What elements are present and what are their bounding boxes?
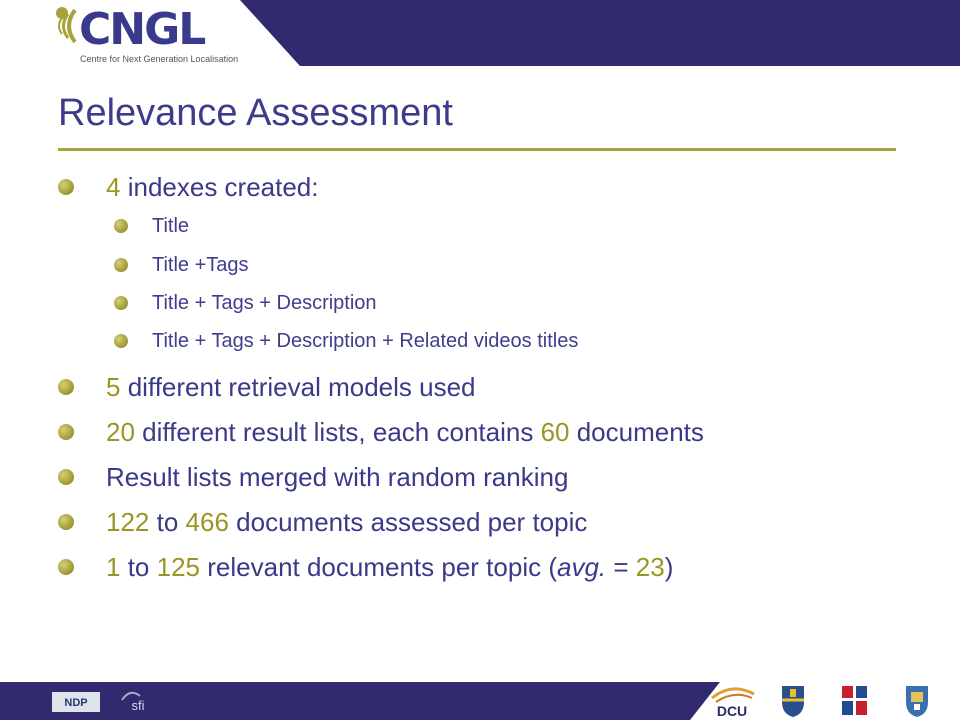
ndp-logo-icon [52, 692, 100, 712]
ndp-logo-text: NDP [64, 697, 88, 709]
sfi-logo-text: sfi [131, 698, 145, 713]
bullet-number: 20 [106, 417, 135, 447]
sub-bullet-title-tags-description-related [152, 329, 578, 353]
tcd-crest-icon [904, 684, 930, 718]
bullet-icon [58, 514, 74, 530]
bullet-text: different retrieval models used [127, 372, 476, 402]
bullet-icon [114, 219, 128, 233]
bullet-number: 60 [540, 417, 570, 447]
bullet-icon [58, 559, 74, 575]
bullet-text: indexes created: [127, 172, 319, 202]
bullet-indexes [106, 172, 319, 202]
bullet-number: 1 [106, 552, 121, 582]
bullet-number: 466 [185, 507, 229, 537]
bullet-text: documents assessed per topic [236, 507, 588, 537]
bullet-text: documents [576, 417, 704, 447]
bullet-retrieval-models [106, 372, 476, 402]
sub-bullet-text: Title [152, 215, 190, 237]
sub-bullet-title-tags [152, 253, 249, 277]
bullet-number: 122 [106, 507, 150, 537]
bullet-number: 5 [106, 372, 121, 402]
bullet-text: to [156, 507, 179, 537]
slide-title: Relevance Assessment [58, 92, 453, 134]
sub-bullet-title-tags-description [152, 291, 377, 315]
sub-bullet-text: Title + Tags + Description + Related videos titles [152, 330, 579, 352]
logo-wordmark: CNGL [79, 4, 205, 55]
sub-bullet-text: Title +Tags [152, 254, 249, 276]
sfi-logo-icon [118, 686, 158, 716]
logo-dot-icon [55, 6, 69, 20]
bullet-text-italic: avg. [556, 552, 607, 582]
bullet-icon [58, 469, 74, 485]
logo-subtitle: Centre for Next Generation Localisation [80, 54, 239, 64]
bullet-icon [114, 334, 128, 348]
bullet-text: relevant documents per topic ( [207, 552, 557, 582]
bullet-icon [58, 424, 74, 440]
bullet-icon [58, 179, 74, 195]
bullet-text: to [127, 552, 150, 582]
header-bar [0, 0, 960, 66]
bullet-text: = [613, 552, 629, 582]
dcu-logo-text: DCU [716, 703, 748, 719]
dcu-logo-icon [706, 684, 758, 720]
sub-bullet-title [152, 214, 189, 238]
bullet-assessed [106, 507, 587, 537]
footer-bar [0, 682, 960, 720]
ucd-crest-icon [780, 684, 806, 718]
bullet-icon [58, 379, 74, 395]
bullet-number: 23 [635, 552, 665, 582]
bullet-text: different result lists, each contains [142, 417, 534, 447]
bullet-relevant [106, 552, 673, 582]
bullet-text: ) [664, 552, 674, 582]
dit-logo-icon [840, 684, 870, 718]
bullet-icon [114, 296, 128, 310]
sub-bullet-text: Title + Tags + Description [152, 292, 377, 314]
bullet-icon [114, 258, 128, 272]
bullet-result-lists [106, 417, 704, 447]
bullet-number: 125 [156, 552, 201, 582]
title-underline [58, 148, 896, 151]
cngl-logo [55, 6, 245, 66]
bullet-number: 4 [106, 172, 121, 202]
bullet-merged [106, 462, 568, 492]
bullet-text: Result lists merged with random ranking [106, 462, 569, 492]
